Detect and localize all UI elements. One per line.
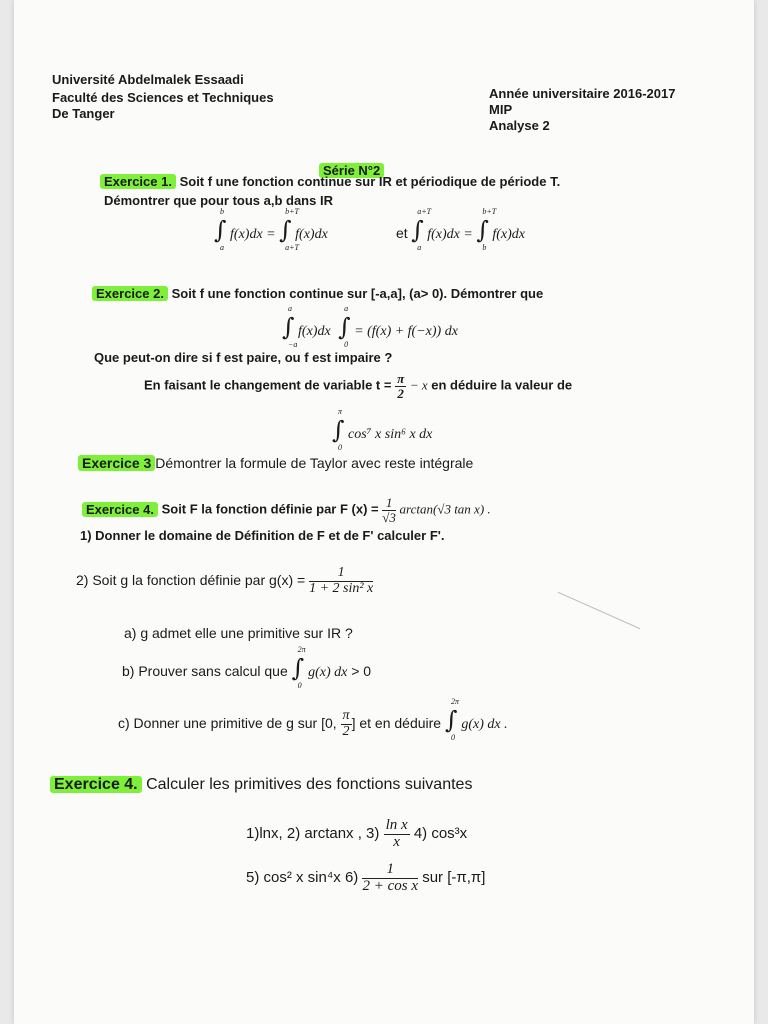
exercise-1-text: Soit f une fonction continue sur IR et périodique de période T. — [179, 174, 561, 189]
exercise-4-q2: 2) Soit g la fonction définie par g(x) = $\frac{1}{\text{1 + 2 sin² x}}$ — [76, 565, 374, 596]
city-name: De Tanger — [52, 106, 115, 121]
exercise-2-text: Soit f une fonction continue sur [-a,a], (a> 0). Démontrer que — [171, 286, 544, 301]
program-name: MIP — [489, 102, 513, 117]
exercise-1-label: Exercice 1. — [100, 174, 176, 189]
exercise-1 — [100, 174, 560, 189]
university-name: Université Abdelmalek Essaadi — [52, 72, 244, 87]
exercise-5-line-2: 5) cos² x sin⁴x 6) $\frac{1}{\text{2 + cos x}}$ sur [-π,π] — [246, 861, 486, 894]
exercise-1-formula-2: et ∫ a+T a f(x)dx = ∫ b+T b f(x)dx — [396, 207, 525, 252]
exercise-3-text: Démontrer la formule de Taylor avec reste intégrale — [155, 455, 474, 471]
exercise-2-integral: ∫ π 0 cos⁷ x sin⁶ x dx — [332, 407, 433, 452]
exercise-5 — [50, 776, 472, 794]
exercise-5-line-1: 1)lnx, 2) arctanx , 3) $\frac{\text{ln x}}{x}$ 4) cos³x — [246, 817, 468, 850]
exercise-2-question: Que peut-on dire si f est paire, ou f est impaire ? — [94, 350, 393, 365]
exercise-4-qb: b) Prouver sans calcul que ∫ 2π 0 g(x) dx > 0 — [122, 645, 372, 690]
exercise-5-text: Calculer les primitives des fonctions suivantes — [146, 776, 473, 793]
exercise-1-formula-1: ∫ b a f(x)dx = ∫ b+T a+T f(x)dx — [214, 207, 328, 252]
exercise-3 — [78, 455, 473, 471]
exercise-4-qa: a) g admet elle une primitive sur IR ? — [124, 625, 353, 641]
series-title: Série N°2 — [319, 163, 384, 178]
exam-sheet — [14, 0, 754, 1024]
exercise-4-label: Exercice 4. — [82, 502, 158, 517]
exercise-4: Exercice 4. Soit F la fonction définie par F (x) = $\frac{1}{√3}$ arctan(√3 tan x) . — [82, 496, 491, 524]
academic-year: Année universitaire 2016-2017 — [489, 86, 676, 101]
pencil-mark — [558, 592, 641, 630]
course-name: Analyse 2 — [489, 118, 550, 133]
exercise-2-formula: ∫ a −a f(x)dx ∫ a 0 = (f(x) + f(−x)) dx — [282, 304, 458, 349]
exercise-2-label: Exercice 2. — [92, 286, 168, 301]
exercise-2 — [92, 286, 543, 301]
exercise-2-change: En faisant le changement de variable t = $\frac{\pi}{2}$ − x en déduire la valeur de — [144, 371, 573, 401]
exercise-5-label: Exercice 4. — [50, 776, 142, 793]
faculty-name: Faculté des Sciences et Techniques — [52, 90, 274, 105]
exercise-4-qc: c) Donner une primitive de g sur [0, $\frac{\pi}{2}$ ] et en déduire ∫ 2π 0 g(x) dx . — [118, 697, 508, 742]
exercise-1-text2: Démontrer que pour tous a,b dans IR — [104, 193, 333, 208]
exercise-3-label: Exercice 3 — [78, 455, 155, 471]
exercise-4-q1: 1) Donner le domaine de Définition de F et de F' calculer F'. — [80, 528, 445, 543]
